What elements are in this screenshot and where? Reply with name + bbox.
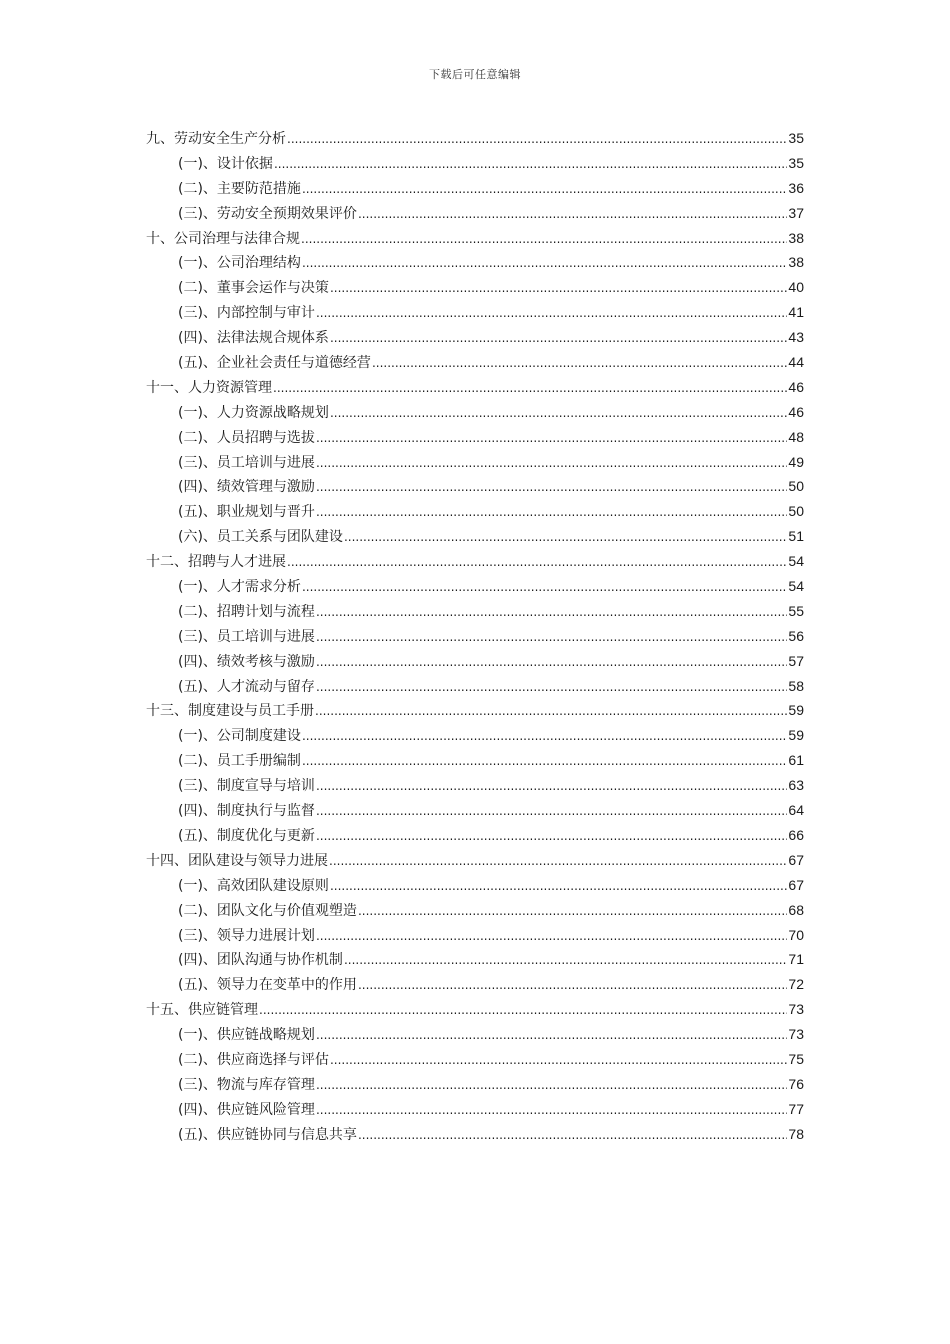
toc-dot-leader (330, 1048, 787, 1073)
toc-dot-leader (330, 276, 787, 301)
toc-entry-title: 十四、团队建设与领导力进展 (146, 852, 328, 869)
toc-section-entry[interactable] (146, 649, 804, 674)
toc-entry-title: (二)、供应商选择与评估 (178, 1051, 329, 1068)
toc-section-entry[interactable] (146, 574, 804, 599)
toc-section-entry[interactable] (146, 773, 804, 798)
toc-section-entry[interactable] (146, 923, 804, 948)
toc-entry-title: (一)、公司治理结构 (178, 255, 301, 272)
toc-dot-leader (316, 426, 787, 451)
toc-dot-leader (273, 376, 787, 401)
toc-entry-title: (四)、法律法规合规体系 (178, 330, 329, 347)
toc-entry-title: (三)、员工培训与进展 (178, 454, 315, 471)
toc-page-number: 71 (788, 951, 804, 968)
toc-section-entry[interactable] (146, 201, 804, 226)
toc-entry-title: 十五、供应链管理 (146, 1002, 258, 1019)
toc-entry-title: (五)、人才流动与留存 (178, 678, 315, 695)
toc-dot-leader (316, 675, 787, 700)
toc-page-number: 59 (788, 702, 804, 719)
toc-page-number: 38 (788, 229, 804, 246)
toc-dot-leader (302, 749, 787, 774)
toc-entry-title: (一)、高效团队建设原则 (178, 877, 329, 894)
toc-dot-leader (302, 177, 787, 202)
toc-dot-leader (358, 899, 787, 924)
toc-section-entry[interactable] (146, 350, 804, 375)
toc-entry-title: 十三、制度建设与员工手册 (146, 703, 314, 720)
toc-section-entry[interactable] (146, 674, 804, 699)
toc-page-number: 35 (788, 154, 804, 171)
toc-dot-leader (316, 1073, 787, 1098)
toc-section-entry[interactable] (146, 898, 804, 923)
toc-dot-leader (316, 500, 787, 525)
toc-dot-leader (316, 924, 787, 949)
toc-section-entry[interactable] (146, 275, 804, 300)
table-of-contents (146, 126, 804, 1147)
toc-entry-title: (二)、团队文化与价值观塑造 (178, 902, 357, 919)
toc-page-number: 35 (788, 130, 804, 146)
toc-page-number: 57 (788, 652, 804, 669)
toc-chapter-entry[interactable] (146, 848, 804, 873)
toc-section-entry[interactable] (146, 723, 804, 748)
toc-entry-title: (四)、团队沟通与协作机制 (178, 952, 343, 969)
toc-page-number: 73 (788, 1026, 804, 1043)
toc-entry-title: (一)、设计依据 (178, 155, 273, 172)
toc-section-entry[interactable] (146, 400, 804, 425)
toc-dot-leader (316, 600, 787, 625)
toc-section-entry[interactable] (146, 947, 804, 972)
toc-section-entry[interactable] (146, 873, 804, 898)
toc-page-number: 40 (788, 279, 804, 296)
toc-dot-leader (330, 401, 787, 426)
toc-dot-leader (372, 351, 787, 376)
toc-section-entry[interactable] (146, 450, 804, 475)
toc-page-number: 50 (788, 478, 804, 495)
toc-dot-leader (316, 1098, 787, 1123)
toc-section-entry[interactable] (146, 250, 804, 275)
toc-page-number: 67 (788, 851, 804, 868)
toc-page-number: 70 (788, 926, 804, 943)
toc-dot-leader (274, 152, 787, 177)
toc-entry-title: (三)、制度宣导与培训 (178, 778, 315, 795)
toc-dot-leader (330, 326, 787, 351)
toc-entry-title: (四)、绩效管理与激励 (178, 479, 315, 496)
toc-page-number: 43 (788, 329, 804, 346)
toc-entry-title: (二)、董事会运作与决策 (178, 280, 329, 297)
toc-page-number: 49 (788, 453, 804, 470)
toc-page-number: 36 (788, 179, 804, 196)
toc-page-number: 38 (788, 254, 804, 271)
toc-dot-leader (316, 650, 787, 675)
toc-entry-title: (四)、制度执行与监督 (178, 803, 315, 820)
toc-entry-title: (五)、供应链协同与信息共享 (178, 1126, 357, 1143)
toc-section-entry[interactable] (146, 1097, 804, 1122)
toc-entry-title: 十、公司治理与法律合规 (146, 230, 300, 247)
toc-section-entry[interactable] (146, 823, 804, 848)
toc-dot-leader (344, 525, 787, 550)
toc-entry-title: (六)、员工关系与团队建设 (178, 529, 343, 546)
toc-section-entry[interactable] (146, 176, 804, 201)
toc-dot-leader (302, 575, 787, 600)
toc-dot-leader (316, 475, 787, 500)
toc-dot-leader (302, 724, 787, 749)
toc-entry-title: (五)、领导力在变革中的作用 (178, 977, 357, 994)
toc-section-entry[interactable] (146, 748, 804, 773)
toc-dot-leader (301, 227, 787, 252)
toc-chapter-entry[interactable] (146, 126, 804, 151)
toc-entry-title: (一)、供应链战略规划 (178, 1027, 315, 1044)
toc-section-entry[interactable] (146, 1122, 804, 1147)
toc-entry-title: (二)、人员招聘与选拔 (178, 429, 315, 446)
toc-dot-leader (316, 301, 787, 326)
toc-page-number: 41 (788, 304, 804, 321)
toc-dot-leader (344, 948, 787, 973)
toc-section-entry[interactable] (146, 1022, 804, 1047)
toc-dot-leader (329, 849, 787, 874)
toc-page-number: 46 (788, 403, 804, 420)
toc-entry-title: (三)、领导力进展计划 (178, 927, 315, 944)
toc-chapter-entry[interactable] (146, 375, 804, 400)
toc-section-entry[interactable] (146, 798, 804, 823)
toc-page-number: 56 (788, 627, 804, 644)
toc-page-number: 46 (788, 378, 804, 395)
toc-page-number: 77 (788, 1100, 804, 1117)
toc-page-number: 44 (788, 354, 804, 371)
toc-section-entry[interactable] (146, 499, 804, 524)
toc-page-number: 73 (788, 1001, 804, 1018)
toc-page-number: 72 (788, 976, 804, 993)
toc-entry-title: (三)、物流与库存管理 (178, 1076, 315, 1093)
toc-dot-leader (287, 127, 787, 152)
toc-chapter-entry[interactable] (146, 997, 804, 1022)
toc-dot-leader (358, 973, 787, 998)
toc-page-number: 63 (788, 777, 804, 794)
toc-dot-leader (259, 998, 787, 1023)
toc-page-number: 76 (788, 1075, 804, 1092)
toc-entry-title: (五)、职业规划与晋升 (178, 504, 315, 521)
toc-dot-leader (330, 874, 787, 899)
toc-entry-title: (四)、绩效考核与激励 (178, 653, 315, 670)
toc-page-number: 58 (788, 677, 804, 694)
toc-entry-title: (二)、主要防范措施 (178, 180, 301, 197)
toc-entry-title: (一)、人才需求分析 (178, 579, 301, 596)
toc-dot-leader (316, 451, 787, 476)
toc-page-number: 48 (788, 428, 804, 445)
toc-page-number: 78 (788, 1125, 804, 1142)
toc-page-number: 54 (788, 553, 804, 570)
toc-entry-title: (五)、制度优化与更新 (178, 827, 315, 844)
toc-entry-title: 九、劳动安全生产分析 (146, 131, 286, 147)
toc-section-entry[interactable] (146, 425, 804, 450)
toc-page-number: 54 (788, 578, 804, 595)
toc-dot-leader (316, 625, 787, 650)
toc-entry-title: (二)、招聘计划与流程 (178, 603, 315, 620)
toc-chapter-entry[interactable] (146, 698, 804, 723)
toc-page-number: 67 (788, 876, 804, 893)
toc-entry-title: (三)、劳动安全预期效果评价 (178, 205, 357, 222)
toc-entry-title: (一)、公司制度建设 (178, 728, 301, 745)
toc-section-entry[interactable] (146, 1072, 804, 1097)
toc-page-number: 37 (788, 204, 804, 221)
toc-section-entry[interactable] (146, 972, 804, 997)
page-header: 下载后可任意编辑 (429, 68, 521, 81)
toc-section-entry[interactable] (146, 151, 804, 176)
toc-dot-leader (302, 251, 787, 276)
toc-page-number: 50 (788, 503, 804, 520)
toc-dot-leader (358, 202, 787, 227)
toc-entry-title: 十一、人力资源管理 (146, 379, 272, 396)
toc-page-number: 66 (788, 826, 804, 843)
toc-page-number: 55 (788, 602, 804, 619)
toc-entry-title: (三)、员工培训与进展 (178, 628, 315, 645)
toc-section-entry[interactable] (146, 474, 804, 499)
toc-dot-leader (315, 699, 787, 724)
toc-page-number: 61 (788, 752, 804, 769)
toc-dot-leader (316, 1023, 787, 1048)
toc-entry-title: (五)、企业社会责任与道德经营 (178, 355, 371, 372)
toc-section-entry[interactable] (146, 325, 804, 350)
toc-entry-title: (二)、员工手册编制 (178, 753, 301, 770)
toc-dot-leader (316, 824, 787, 849)
toc-entry-title: (三)、内部控制与审计 (178, 305, 315, 322)
toc-section-entry[interactable] (146, 599, 804, 624)
toc-dot-leader (316, 799, 787, 824)
toc-dot-leader (287, 550, 787, 575)
toc-chapter-entry[interactable] (146, 226, 804, 251)
toc-section-entry[interactable] (146, 300, 804, 325)
toc-section-entry[interactable] (146, 524, 804, 549)
toc-page-number: 68 (788, 901, 804, 918)
toc-chapter-entry[interactable] (146, 549, 804, 574)
toc-section-entry[interactable] (146, 624, 804, 649)
toc-dot-leader (316, 774, 787, 799)
toc-dot-leader (358, 1123, 787, 1148)
toc-page-number: 75 (788, 1050, 804, 1067)
toc-page-number: 59 (788, 727, 804, 744)
toc-page-number: 51 (788, 528, 804, 545)
toc-entry-title: (一)、人力资源战略规划 (178, 404, 329, 421)
toc-entry-title: 十二、招聘与人才进展 (146, 554, 286, 571)
toc-entry-title: (四)、供应链风险管理 (178, 1101, 315, 1118)
toc-section-entry[interactable] (146, 1047, 804, 1072)
toc-page-number: 64 (788, 802, 804, 819)
